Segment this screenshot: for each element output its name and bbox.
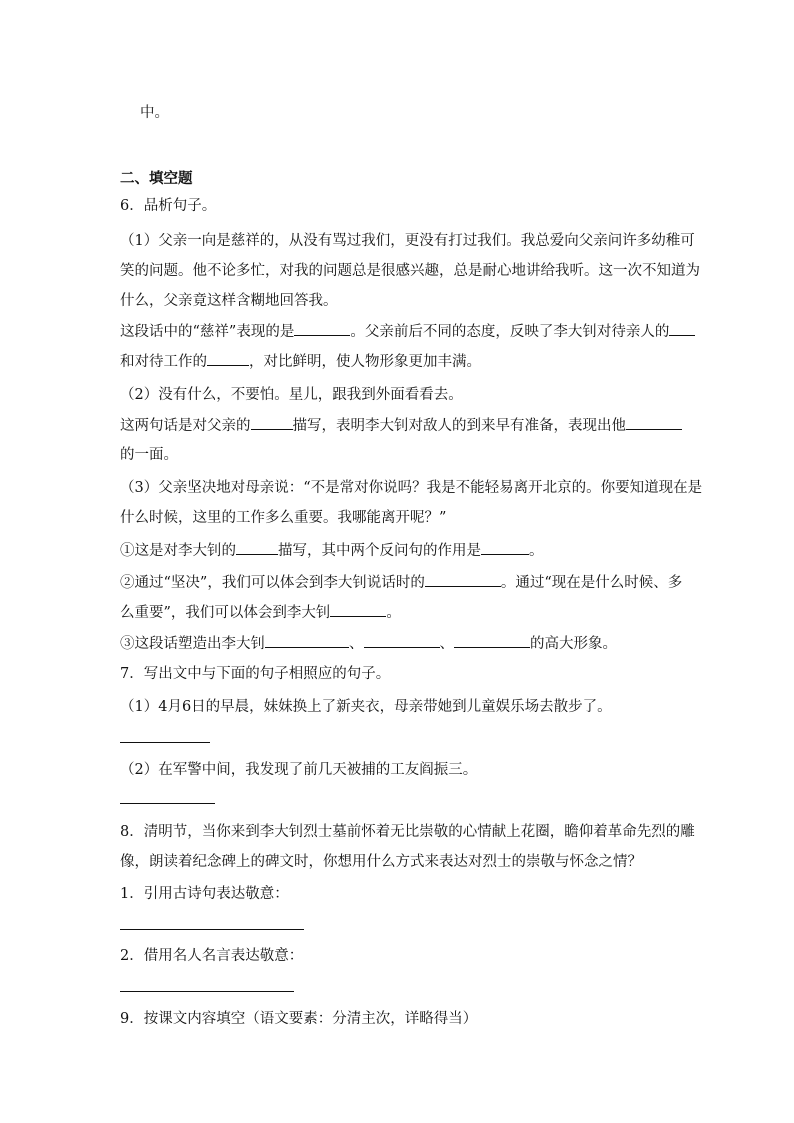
q8-line2: 像，朗读着纪念碑上的碑文时，你想用什么方式来表达对烈士的崇敬与怀念之情？ (120, 854, 642, 870)
blank-2[interactable] (669, 321, 695, 336)
blank-3[interactable] (207, 351, 249, 366)
q6-passage1-line1: （1）父亲一向是慈祥的，从没有骂过我们，更没有打过我们。我总爱向父亲问许多幼稚可 (120, 233, 695, 249)
q6-sub2-line2: 么重要”，我们可以体会到李大钊 。 (120, 602, 401, 623)
blank-12[interactable] (454, 633, 530, 648)
q6-passage1-line2: 笑的问题。他不论多忙，对我的问题总是很感兴趣，总是耐心地讲给我听。这一次不知道为 (120, 263, 700, 279)
q6-passage3-line1: （3）父亲坚决地对母亲说：“不是常对你说吗？我是不能轻易离开北京的。你要知道现在是 (120, 480, 703, 496)
blank-5[interactable] (626, 415, 682, 430)
q6-passage1-line3: 什么，父亲竟这样含糊地回答我。 (120, 293, 338, 309)
q6-answer2-line1: 这两句话是对父亲的 描写，表明李大钊对敌人的到来早有准备，表现出他 (120, 415, 682, 436)
blank-11[interactable] (364, 633, 440, 648)
q7-item1: （1）4月6日的早晨，妹妹换上了新夹衣，母亲带她到儿童娱乐场去散步了。 (120, 699, 612, 715)
blank-1[interactable] (294, 321, 350, 336)
q6-title: 6．品析句子。 (120, 198, 217, 214)
q8-answer2-line[interactable] (120, 991, 294, 992)
section-title: 二、填空题 (120, 170, 193, 187)
blank-10[interactable] (265, 633, 349, 648)
blank-4[interactable] (251, 415, 293, 430)
q7-answer1-line[interactable] (120, 742, 210, 743)
q7-answer2-line[interactable] (120, 803, 215, 804)
blank-8[interactable] (425, 572, 501, 587)
blank-6[interactable] (236, 540, 278, 555)
blank-9[interactable] (330, 602, 386, 617)
intro-tail: 中。 (140, 105, 169, 121)
q6-sub2-line1: ②通过“坚决”，我们可以体会到李大钊说话时的 。通过“现在是什么时候、多 (120, 572, 682, 593)
q8-item1: 1．引用古诗句表达敬意： (120, 886, 289, 902)
q6-passage3-line2: 什么时候，这里的工作多么重要。我哪能离开呢？” (120, 510, 447, 526)
q7-item2: （2）在军警中间，我发现了前几天被捕的工友阎振三。 (120, 762, 478, 778)
q8-item2: 2．借用名人名言表达敬意： (120, 948, 304, 964)
q6-sub3: ③这段话塑造出李大钊 、 、 的高大形象。 (120, 633, 617, 654)
q7-title: 7．写出文中与下面的句子相照应的句子。 (120, 666, 391, 682)
q6-passage2: （2）没有什么，不要怕。星儿，跟我到外面看看去。 (120, 387, 463, 403)
q9-title: 9．按课文内容填空（语文要素：分清主次，详略得当） (120, 1011, 478, 1027)
q6-answer2-line2: 的一面。 (120, 447, 178, 463)
blank-7[interactable] (481, 540, 529, 555)
q6-sub1: ①这是对李大钊的 描写，其中两个反问句的作用是 。 (120, 540, 544, 561)
q8-answer1-line[interactable] (120, 929, 304, 930)
q6-answer1-line1: 这段话中的“慈祥”表现的是 。父亲前后不同的态度，反映了李大钊对待亲人的 (120, 321, 695, 342)
q6-answer1-line2: 和对待工作的 ，对比鲜明，使人物形象更加丰满。 (120, 351, 481, 372)
q8-line1: 8．清明节，当你来到李大钊烈士墓前怀着无比崇敬的心情献上花圈，瞻仰着革命先烈的雕 (120, 824, 695, 840)
